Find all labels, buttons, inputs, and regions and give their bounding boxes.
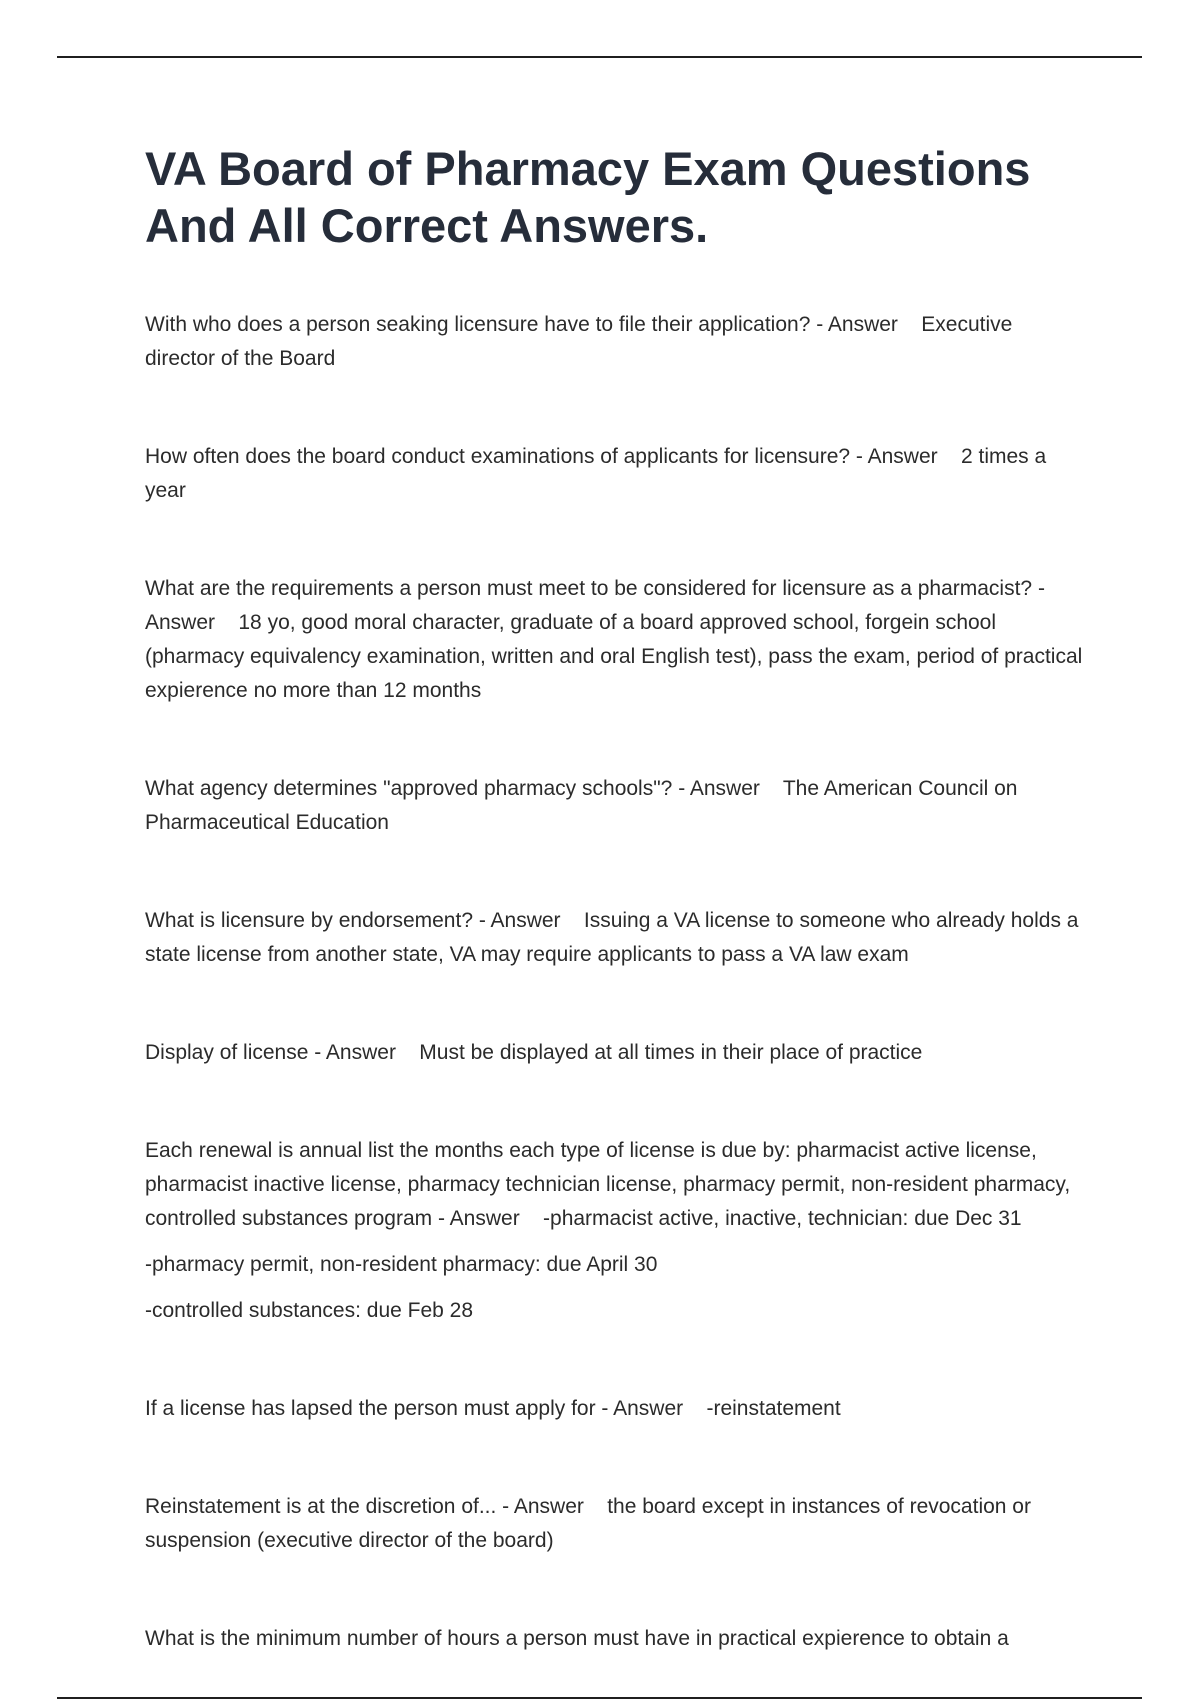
answer-marker: - Answer	[810, 313, 898, 336]
answer-continuation: -controlled substances: due Feb 28	[145, 1299, 474, 1322]
question-text: Display of license	[145, 1041, 309, 1064]
answer-text: -pharmacist active, inactive, technician: due Dec 31	[543, 1207, 1022, 1230]
qa-text	[145, 1036, 1085, 1070]
qa-item	[145, 1134, 1085, 1328]
answer-text: -reinstatement	[706, 1397, 841, 1420]
qa-text	[145, 572, 1085, 708]
qa-text	[145, 1622, 1085, 1656]
answer-text: The American Council on Pharmaceutical Education	[145, 777, 1018, 834]
qa-item	[145, 772, 1085, 840]
document-body	[145, 140, 1085, 1700]
qa-text	[145, 1392, 1085, 1426]
answer-marker: - Answer	[850, 445, 938, 468]
answer-marker: - Answer	[672, 777, 760, 800]
document-title: VA Board of Pharmacy Exam Questions And All Correct Answers.	[145, 142, 1031, 252]
question-text: Each renewal is annual list the months each type of license is due by: pharmacist active license, pharmacist inactive license, pharmacy technician license, pharmacy permit, non-resident pharmacy, controlled substances program	[145, 1139, 1071, 1230]
qa-item	[145, 572, 1085, 708]
question-text: Reinstatement is at the discretion of...	[145, 1495, 497, 1518]
question-text: What agency determines "approved pharmacy schools"?	[145, 777, 673, 800]
question-text: How often does the board conduct examinations of applicants for licensure?	[145, 445, 851, 468]
qa-text	[145, 1490, 1085, 1558]
qa-item	[145, 308, 1085, 376]
qa-item	[145, 1392, 1085, 1426]
question-text: What are the requirements a person must meet to be considered for licensure as a pharmacist?	[145, 577, 1033, 600]
question-text: If a license has lapsed the person must apply for	[145, 1397, 596, 1420]
question-text: What is licensure by endorsement?	[145, 909, 473, 932]
qa-text	[145, 308, 1085, 376]
answer-text: 2 times a year	[145, 445, 1047, 502]
qa-item	[145, 1036, 1085, 1070]
answer-marker: - Answer	[496, 1495, 584, 1518]
qa-item-cut-off	[145, 1622, 1085, 1656]
answer-text: 18 yo, good moral character, graduate of a board approved school, forgein school (pharmacy equivalency examination, written and oral English test), pass the exam, period of practical expierence no more than 12 months	[145, 611, 1083, 702]
qa-text	[145, 904, 1085, 972]
qa-item	[145, 904, 1085, 972]
qa-item	[145, 1490, 1085, 1558]
top-rule	[57, 56, 1142, 58]
qa-item	[145, 440, 1085, 508]
qa-text	[145, 772, 1085, 840]
answer-text: Must be displayed at all times in their place of practice	[419, 1041, 923, 1064]
answer-marker: - Answer	[595, 1397, 684, 1420]
answer-marker: - Answer	[432, 1207, 520, 1230]
answer-marker: - Answer	[473, 909, 561, 932]
answer-text: Executive director of the Board	[145, 313, 1013, 370]
question-text: What is the minimum number of hours a person must have in practical expierence to obtain a	[145, 1627, 1009, 1650]
answer-text: Issuing a VA license to someone who already holds a state license from another state, VA may require applicants to pass a VA law exam	[145, 909, 1079, 966]
answer-marker: - Answer	[145, 577, 1045, 634]
answer-continuation: -pharmacy permit, non-resident pharmacy: due April 30	[145, 1253, 658, 1276]
answer-text: the board except in instances of revocation or suspension (executive director of the board)	[145, 1495, 1031, 1552]
question-text: With who does a person seaking licensure have to file their application?	[145, 313, 811, 336]
answer-marker: - Answer	[308, 1041, 396, 1064]
qa-text	[145, 1134, 1085, 1236]
qa-text	[145, 440, 1085, 508]
bottom-rule	[57, 1697, 1142, 1699]
